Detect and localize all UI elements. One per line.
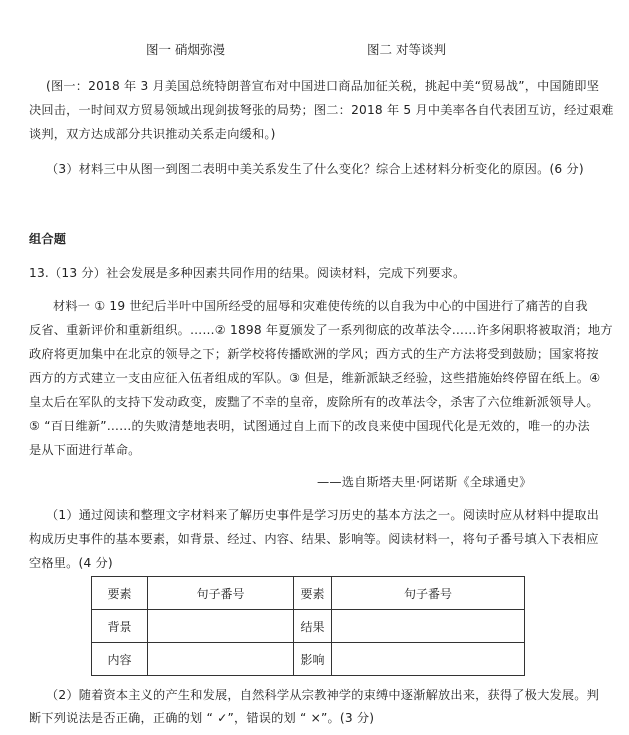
question-2-line-1: （2）随着资本主义的产生和发展，自然科学从宗教神学的束缚中逐渐解放出来，获得了极大发展。判 xyxy=(46,688,600,702)
material-line-6: ⑤ “百日维新”……的失败清楚地表明，试图通过自上而下的改良来使中国现代化是无效的，唯一的办法 xyxy=(29,419,590,433)
material-line-7: 是从下面进行革命。 xyxy=(29,443,141,457)
table-header-cell: 句子番号 xyxy=(148,577,294,610)
answer-cell-influence[interactable] xyxy=(332,643,525,676)
table-header-cell: 要素 xyxy=(92,577,148,610)
answer-table xyxy=(91,576,525,676)
answer-cell-result[interactable] xyxy=(332,610,525,643)
table-header-cell: 句子番号 xyxy=(332,577,525,610)
table-cell-label: 内容 xyxy=(92,643,148,676)
note-line-3: 谈判，双方达成部分共识推动关系走向缓和。) xyxy=(29,127,276,141)
answer-cell-background[interactable] xyxy=(148,610,294,643)
question-1-line-1: （1）通过阅读和整理文字材料来了解历史事件是学习历史的基本方法之一。阅读时应从材料中提取出 xyxy=(46,508,600,522)
answer-cell-content[interactable] xyxy=(148,643,294,676)
table-header-cell: 要素 xyxy=(294,577,332,610)
figure-1-caption: 图一 硝烟弥漫 xyxy=(146,42,225,57)
material-line-5: 皇太后在军队的支持下发动政变，废黜了不幸的皇帝，废除所有的改革法令，杀害了六位维新派领导人。 xyxy=(29,395,599,409)
table-cell-label: 背景 xyxy=(92,610,148,643)
material-source: ——选自斯塔夫里·阿诺斯《全球通史》 xyxy=(317,475,532,489)
question-1-line-3: 空格里。(4 分) xyxy=(29,556,113,570)
question-3: （3）材料三中从图一到图二表明中美关系发生了什么变化？综合上述材料分析变化的原因。(6 分) xyxy=(46,162,584,176)
figure-2-caption: 图二 对等谈判 xyxy=(367,42,446,57)
section-title: 组合题 xyxy=(29,232,67,246)
question-1-line-2: 构成历史事件的基本要素，如背景、经过、内容、结果、影响等。阅读材料一，将句子番号填入下表相应 xyxy=(29,532,599,546)
material-line-4: 西方的方式建立一支由应征入伍者组成的军队。③ 但是，维新派缺乏经验，这些措施始终停留在纸上。④ xyxy=(29,371,601,385)
table-cell-label: 结果 xyxy=(294,610,332,643)
note-line-1: (图一：2018 年 3 月美国总统特朗普宣布对中国进口商品加征关税，挑起中美“贸易战”，中国随即坚 xyxy=(46,79,600,93)
material-line-3: 政府将更加集中在北京的领导之下；新学校将传播欧洲的学风；西方式的生产方法将受到鼓励；国家将按 xyxy=(29,347,599,361)
material-line-2: 反省、重新评价和重新组织。……② 1898 年夏颁发了一系列彻底的改革法令……许多闲职将被取消；地方 xyxy=(29,323,613,337)
question-13: 13.（13 分）社会发展是多种因素共同作用的结果。阅读材料，完成下列要求。 xyxy=(29,266,466,280)
table-header-row xyxy=(92,577,525,610)
note-line-2: 决回击，一时间双方贸易领域出现剑拔弩张的局势；图二：2018 年 5 月中美率各自代表团互访，经过艰难 xyxy=(29,103,614,117)
table-row xyxy=(92,610,525,643)
table-cell-label: 影响 xyxy=(294,643,332,676)
question-2-line-2: 断下列说法是否正确，正确的划 “ ✓”，错误的划 “ ×”。(3 分) xyxy=(29,711,375,725)
material-line-1: 材料一 ① 19 世纪后半叶中国所经受的屈辱和灾难使传统的以自我为中心的中国进行了痛苦的自我 xyxy=(53,299,588,313)
table-row xyxy=(92,643,525,676)
